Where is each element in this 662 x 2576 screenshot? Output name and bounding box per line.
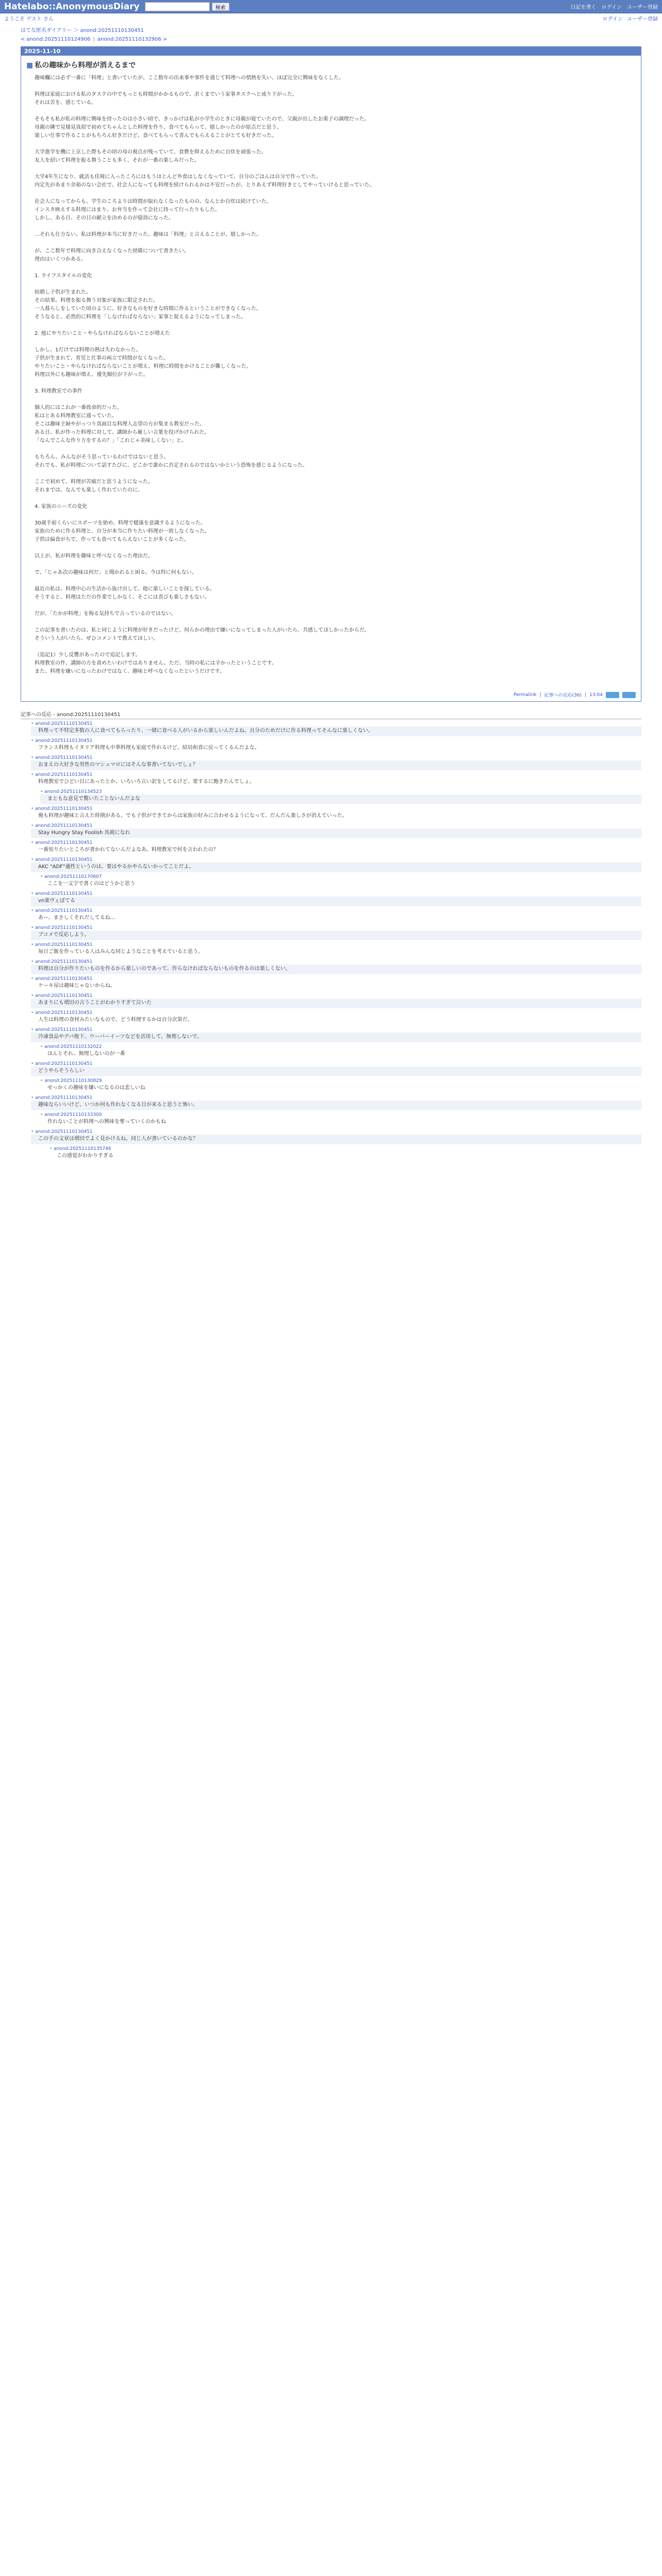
comment-id[interactable]: anond:20251110130451 — [35, 1027, 93, 1032]
reply-marker-icon: • — [31, 942, 36, 947]
comment-text: 料理って不特定多数の人に食べてもらったり、一緒に食べる人がいるから楽しいんだよね。自分のためだけに作る料理ってそんなに楽しくない。 — [31, 726, 641, 736]
write-diary-link[interactable]: 日記を書く — [570, 5, 597, 10]
comment-id-link[interactable] — [31, 976, 641, 981]
article-paragraph: で、「じゃあ次の趣味は何だ」と聞かれると困る。今は特に何もない。 — [35, 570, 197, 575]
comment-item — [31, 823, 641, 838]
reply-marker-icon: • — [31, 1027, 36, 1032]
reply-marker-icon: • — [40, 874, 45, 879]
comment-item — [31, 806, 641, 821]
reply-marker-icon: • — [31, 993, 36, 998]
comment-id[interactable]: anond:20251110130451 — [35, 840, 93, 845]
top-links — [571, 3, 658, 10]
date-header: 2025-11-10 — [21, 47, 641, 56]
article-paragraph: 社会人になってからも、学生のころよりは時間が取れなくなったものの、なんとか自炊は続けていた。 インスタ映えする料理にはまり、お弁当を作って会社に持って行ったりもした。 しかし、ある日、その日の献立を決めるのが億劫になった。 — [35, 199, 272, 221]
comment-id[interactable]: anond:20251110170607 — [44, 874, 102, 879]
comment-id-link[interactable] — [40, 1078, 641, 1083]
comment-text: まともな意見で驚いたことないんだよな — [40, 794, 641, 804]
comment-text: 毎日ご飯を作っている人はみんな同じようなことを考えていると思う。 — [31, 947, 641, 957]
comment-id[interactable]: anond:20251110130451 — [35, 823, 93, 828]
prev-entry-link[interactable]: < anond:20251110124906 — [21, 37, 91, 42]
prev-next-nav: < anond:20251110124906 | anond:20251110132906 > — [21, 37, 168, 42]
comment-text: この感覚がわかりすぎる — [49, 1151, 641, 1161]
comment-item — [40, 874, 641, 889]
article-footer: Permalink | 記事への反応(36) | 13:04 — [21, 689, 641, 701]
comment-id-link[interactable] — [31, 925, 641, 930]
comment-text: 料理教室でひどい目にあったとか、いろいろ言い訳をしてるけど、要するに飽きたんでしょ。 — [31, 777, 641, 787]
comment-item — [40, 1078, 641, 1093]
comment-text: AKC "ADF"適性というのは、要はやるかやらないかってことだよ。 — [31, 862, 641, 872]
comment-id[interactable]: anond:20251110134523 — [44, 789, 102, 794]
comment-text: Stay Hungry Stay Foolish 馬鹿になれ — [31, 828, 641, 838]
comment-item — [31, 1027, 641, 1042]
reply-marker-icon: • — [31, 891, 36, 896]
comment-item — [31, 908, 641, 923]
comment-item — [49, 1146, 641, 1161]
login-link[interactable]: ログイン — [601, 5, 622, 10]
sub-login-link[interactable]: ログイン — [602, 16, 623, 22]
comment-id-link[interactable] — [31, 1027, 641, 1032]
reply-marker-icon: • — [31, 1061, 36, 1066]
comment-text: どうやらそうらしい — [31, 1066, 641, 1076]
comment-item — [31, 755, 641, 770]
sub-register-link[interactable]: ユーザー登録 — [627, 16, 658, 22]
article-paragraph: 料理は家庭における私のタスクの中でもっとも時間がかかるもので、余くまでいう家事タスクへと成り下がった。 それは苦を、感じている。 — [35, 92, 297, 106]
article-paragraph: ここで初めて、料理が苦痛だと思うようになった。 それまでは、なんでも楽しく作れていたのに。 — [35, 479, 153, 493]
comment-id[interactable]: anond:20251110130451 — [35, 959, 93, 964]
comment-id[interactable]: anond:20251110130451 — [35, 1010, 93, 1015]
comment-item — [40, 1044, 641, 1059]
comment-item — [31, 1095, 641, 1110]
comment-item — [31, 840, 641, 855]
permalink[interactable]: Permalink — [514, 692, 537, 698]
reply-marker-icon: • — [31, 840, 36, 845]
comment-text: おまえの大好きな男性のマシュマロにはそんな事書いてないでしょ？ — [31, 760, 641, 770]
search-input[interactable] — [145, 2, 210, 11]
comment-text: ケーキ屋は趣味じゃないからね。 — [31, 981, 641, 991]
comment-id-link[interactable] — [31, 1010, 641, 1015]
article-paragraph: この記事を書いたのは、私と同じように料理が好きだったけど、何らかの理由で嫌いになってしまった人がいたら、共感してほしかったからだ。 そういう人がいたら、ぜひコメントで教えてほしい。 — [35, 628, 370, 641]
reply-marker-icon: • — [31, 857, 36, 862]
article — [21, 46, 641, 702]
comment-id[interactable]: anond:20251110130451 — [35, 891, 93, 896]
reply-marker-icon: • — [31, 738, 36, 743]
article-paragraph: 2. 他にやりたいこと・やらなければならないことが増えた — [35, 331, 170, 336]
article-paragraph: しかし、1だけでは料理の熱は失わなかった。 子供が生まれて、育児と仕事の両立で時間がなくなった。 やりたいこと・やらなければならないことが増え、料理に時間をかけることが難しくなった。 料理以外にも趣味が増え、優先順位が下がった。 — [35, 347, 252, 378]
comment-item — [31, 772, 641, 787]
comment-item — [31, 857, 641, 872]
comment-id-link[interactable] — [31, 993, 641, 998]
share-button[interactable] — [622, 692, 636, 698]
reply-marker-icon: • — [40, 1078, 45, 1083]
comment-item — [31, 993, 641, 1008]
reply-marker-icon: • — [31, 925, 36, 930]
comment-text: 作れないことが料理への興味を奪っていくのかもね — [40, 1117, 641, 1127]
comment-id-link[interactable] — [31, 942, 641, 947]
comment-id[interactable]: anond:20251110130451 — [35, 857, 93, 862]
comment-id-link[interactable] — [40, 1112, 641, 1117]
tweet-button[interactable] — [606, 692, 619, 698]
article-paragraph: 大学4年生になり、就活も佳境に入ったころにはもうほとんど外食はしなくなっていて、自分のごはんは自分で作っていた。 内定先があまり余裕のない会社で、社会人になっても料理を続けられるかは不安だったが、とりあえず料理好きとしてやっていけると思っていた。 — [35, 174, 375, 188]
article-paragraph: 大学進学を機に上京した際もその頃の母の視点が残っていて、食費を抑えるために自炊を頑張った。 友人を招いて料理を振る舞うことも多く、それが一番の楽しみだった。 — [35, 149, 267, 163]
comment-text: 趣味ならいいけど、いつか何も作れなくなる日が来ると思うと怖い。 — [31, 1100, 641, 1110]
article-paragraph: 最近の私は、料理中心の生活から抜け出して、他に楽しいことを探している。 そうすると、料理はただの作業でしかなく、そこには喜びも楽しさもない。 — [35, 586, 215, 600]
comment-id-link[interactable] — [40, 1044, 641, 1049]
comments-heading: 記事への反応 - anond:20251110130451 — [21, 709, 641, 719]
reply-marker-icon: • — [31, 908, 36, 913]
reply-marker-icon: • — [31, 823, 36, 828]
comment-id[interactable]: anond:20251110130451 — [35, 1061, 93, 1066]
article-paragraph: 結婚し子供が生まれた。 その結果、料理を振る舞う対象が家族に限定された。 一人暮らしをしていた頃のように、好きなものを好きな時間に作るということができなくなった。 そうなると、必然的に料理を「しなければならない」家事と捉えるようになってしまった。 — [35, 290, 261, 320]
article-paragraph: 1. ライフスタイルの変化 — [35, 273, 92, 279]
comment-id[interactable]: anond:20251110130451 — [35, 1129, 93, 1134]
comment-item — [31, 738, 641, 753]
comment-id-link[interactable] — [31, 738, 641, 743]
search-button[interactable]: 検索 — [212, 3, 229, 11]
article-paragraph: そもそも私が私の料理に興味を持ったのは小さい頃で、きっかけは私が小学生のときに母親が寝ていたので、父親が出したお菓子の調理だった。 母親の隣で見様見真似で初めてちゃんとした料理を作り、食べてもらって、嬉しかったのが原点だと思う。 楽しい仕事で作ることがもちろん好きだけど、食べてもらって喜んでもらえることがとても好きだった。 — [35, 116, 370, 139]
article-paragraph: 4. 家族のニーズの変化 — [35, 504, 88, 510]
site-logo[interactable]: Hatelabo::AnonymousDiary — [4, 1, 140, 12]
reply-marker-icon: • — [40, 1112, 45, 1117]
comment-item — [31, 942, 641, 957]
article-paragraph: …それも仕方ない。私は料理が本当に好きだった。趣味は「料理」と言えることが、嬉しかった。 — [35, 232, 261, 238]
comment-id[interactable]: anond:20251110130451 — [35, 993, 93, 998]
reply-marker-icon: • — [31, 959, 36, 964]
post-time: 13:04 — [589, 692, 603, 698]
trackback-link[interactable]: 記事への反応(36) — [544, 693, 582, 698]
comment-id[interactable]: anond:20251110130451 — [35, 976, 93, 981]
reply-marker-icon: • — [40, 1044, 45, 1049]
comment-id[interactable]: anond:20251110130451 — [35, 806, 93, 811]
article-paragraph: もちろん、みんながそう思っているわけではないと思う。 それでも、私が料理について話すたびに、どこかで誰かに否定されるのではないかという恐怖を感じるようになった。 — [35, 454, 308, 468]
comment-id-link[interactable] — [40, 874, 641, 879]
comment-id-link[interactable] — [49, 1146, 641, 1151]
comment-text: vn楽ヴぇぽてる — [31, 896, 641, 906]
comment-id[interactable]: anond:20251110130451 — [35, 755, 93, 760]
comment-text: 冷凍食品やデパ地下、ウーバーイーツなどを活用して、無理しないで。 — [31, 1032, 641, 1042]
comment-id-link[interactable] — [31, 891, 641, 896]
reply-marker-icon: • — [31, 755, 36, 760]
article-paragraph: だが、「たかが料理」を侮る気持ちで言っているのではない。 — [35, 611, 176, 617]
article-title-text: 私の趣味から料理が消えるまで — [35, 61, 136, 70]
comment-id-link[interactable] — [31, 1095, 641, 1100]
comment-item — [31, 1061, 641, 1076]
reply-marker-icon: • — [31, 772, 36, 777]
comment-item — [31, 1010, 641, 1025]
comment-item — [31, 891, 641, 906]
comment-id-link[interactable] — [31, 755, 641, 760]
comment-id[interactable]: anond:20251110133300 — [44, 1112, 102, 1117]
comment-id[interactable]: anond:20251110130451 — [35, 738, 93, 743]
comment-text: あー、まさしくそれだしてるね… — [31, 913, 641, 923]
comments-section — [21, 709, 641, 1161]
article-paragraph: 個人的にはこれが一番致命的だった。 私はとある料理教室に通っていた。 そこは趣味主婦やがっつり真面目な料理人志望の方が集まる教室だった。 ある日、私が作った料理に対して、講師から厳しい言葉を投げかけられた。 「なんでこんな作り方をするの？」「これじゃ美味しくない」と。 — [35, 405, 210, 444]
comment-id-link[interactable] — [40, 789, 641, 794]
reply-marker-icon: • — [31, 806, 36, 811]
comment-id[interactable]: anond:20251110135746 — [54, 1146, 111, 1151]
comment-text: ほんとそれ、無理しないのが一番 — [40, 1049, 641, 1059]
comment-text: ここを一文字で書くのはどうかと思う — [40, 879, 641, 889]
reply-marker-icon: • — [31, 1010, 36, 1015]
reply-marker-icon: • — [49, 1146, 54, 1151]
comment-id-link[interactable] — [31, 857, 641, 862]
comment-item — [40, 1112, 641, 1127]
comment-text: 俺も料理が趣味と言えた時期がある。でも子供ができてからは家族の好みに合わせるようになって、だんだん楽しさが消えていった。 — [31, 811, 641, 821]
comment-text: 一番知りたいところが書かれてないんだよなあ。料理教室で何を言われたの？ — [31, 845, 641, 855]
comment-text: 人生は料理の食材みたいなもので、どう料理するかは自分次第だ。 — [31, 1015, 641, 1025]
article-paragraph: （追記1）少し反響があったので追記します。 料理教室の件、講師の方を責めたいわけではありません。ただ、当時の私には辛かったということです。 また、料理を嫌いになったわけではなく、趣味と呼べなくなったというだけです。 — [35, 652, 277, 674]
comment-text: 料理は自分が作りたいものを作るから楽しいのであって、作らなければならないものを作るのは楽しくない。 — [31, 964, 641, 974]
comment-id-link[interactable] — [31, 908, 641, 913]
next-entry-link[interactable]: anond:20251110132906 > — [97, 37, 168, 42]
comment-text: あまりにも増田の言うことがわかりすぎて泣いた — [31, 998, 641, 1008]
article-paragraph: 3. 料理教室での事件 — [35, 388, 82, 394]
comment-id-link[interactable] — [31, 823, 641, 828]
article-paragraph: 趣味欄には必ず一番に「料理」と書いていたが、ここ数年の出来事や事件を通じて料理への情熱を失い、ほぼ完全に興味をなくした。 — [35, 75, 344, 81]
comment-id-link[interactable] — [31, 959, 641, 964]
article-body — [21, 74, 641, 689]
reply-marker-icon: • — [31, 976, 36, 981]
comment-id[interactable]: anond:20251110132022 — [44, 1044, 102, 1049]
comment-list — [21, 721, 641, 1161]
comment-id[interactable]: anond:20251110130451 — [35, 721, 93, 726]
article-paragraph: 以上が、私が料理を趣味と呼べなくなった理由だ。 — [35, 553, 153, 559]
comment-id-link[interactable] — [31, 806, 641, 811]
article-title[interactable] — [21, 56, 641, 74]
comment-item — [31, 1129, 641, 1144]
comment-id-link[interactable] — [31, 840, 641, 845]
comment-item — [31, 959, 641, 974]
comment-item — [31, 721, 641, 736]
comment-id[interactable]: anond:20251110130451 — [35, 925, 93, 930]
comment-text: この手の文章は増田でよく見かけるね。同じ人が書いているのかな？ — [31, 1134, 641, 1144]
comment-id[interactable]: anond:20251110130451 — [35, 1095, 93, 1100]
sub-bar — [0, 13, 662, 23]
breadcrumb — [0, 23, 662, 42]
comment-item — [40, 789, 641, 804]
comment-id-link[interactable] — [31, 1061, 641, 1066]
reply-marker-icon: • — [31, 1095, 36, 1100]
top-bar — [0, 0, 662, 13]
comment-id[interactable]: anond:20251110130829 — [44, 1078, 102, 1083]
register-link[interactable]: ユーザー登録 — [627, 5, 658, 10]
comment-id[interactable]: anond:20251110130451 — [35, 772, 93, 777]
article-paragraph: が、ここ数年で料理に向き合えなくなった経緯について書きたい。 理由はいくつかある。 — [35, 248, 189, 262]
comment-text: せっかくの趣味を嫌いになるのは悲しいね — [40, 1083, 641, 1093]
comment-item — [31, 925, 641, 940]
comment-id-link[interactable] — [31, 772, 641, 777]
comment-id-link[interactable] — [31, 721, 641, 726]
comment-text: ブコメで反応しよう。 — [31, 930, 641, 940]
square-bullet-icon: ■ — [26, 61, 34, 70]
comment-id[interactable]: anond:20251110130451 — [35, 942, 93, 947]
reply-marker-icon: • — [31, 721, 36, 726]
reply-marker-icon: • — [40, 789, 45, 794]
article-paragraph: 30歳手前くらいにスポーツを始め、料理で健康を意識するようになった。 家族のために作る料理と、自分が本当に作りたい料理が一致しなくなった。 子供は偏食がちで、作っても食べてもらえないことが多くなった。 — [35, 520, 210, 543]
welcome-text: ようこそ ゲスト さん — [4, 16, 54, 22]
comment-id-link[interactable] — [31, 1129, 641, 1134]
comment-text: フランス料理もイタリア料理も中華料理も家庭で作れるけど、結局和食に戻ってくるんだよな。 — [31, 743, 641, 753]
comment-id[interactable]: anond:20251110130451 — [35, 908, 93, 913]
comment-item — [31, 976, 641, 991]
reply-marker-icon: • — [31, 1129, 36, 1134]
breadcrumb-top[interactable]: はてな匿名ダイアリー ＞ anond:20251110130451 — [21, 28, 144, 33]
